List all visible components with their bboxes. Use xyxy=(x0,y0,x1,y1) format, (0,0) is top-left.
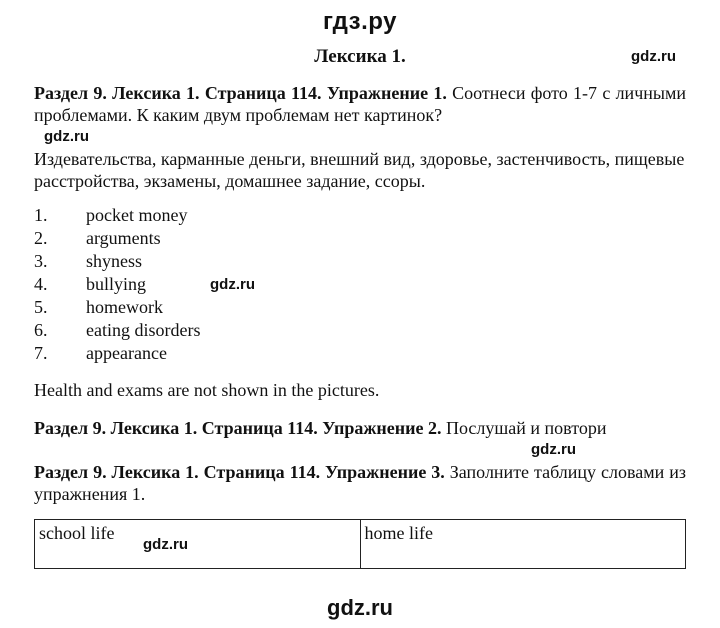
table-row xyxy=(35,520,686,569)
answer-number: 6. xyxy=(34,320,48,340)
exercise-1-conclusion: Health and exams are not shown in the pictures. xyxy=(34,380,380,400)
exercise-3 xyxy=(34,461,686,505)
exercise-3-ref: Раздел 9. Лексика 1. Страница 114. Упражнение 3. xyxy=(34,462,445,482)
answer-number: 3. xyxy=(34,251,48,271)
exercise-3-task: Заполните таблицу словами из упражнения 1. xyxy=(34,462,686,504)
exercise-2 xyxy=(34,417,686,439)
exercise-1 xyxy=(34,82,686,146)
answer-number: 4. xyxy=(34,274,48,294)
answer-list xyxy=(34,204,686,365)
answer-item xyxy=(34,319,686,342)
exercise-1-word-bank: Издевательства, карманные деньги, внешний вид, здоровье, застенчивость, пищевые расстройства, экзамены, домашнее задание, ссоры. xyxy=(34,149,685,191)
watermark-table: gdz.ru xyxy=(143,536,188,553)
answer-text: homework xyxy=(86,297,163,317)
answer-number: 5. xyxy=(34,297,48,317)
section-title: Лексика 1. xyxy=(314,46,406,67)
exercise-2-task: Послушай и повтори xyxy=(445,418,607,438)
answer-text: eating disorders xyxy=(86,320,201,340)
answer-number: 2. xyxy=(34,228,48,248)
answer-number: 1. xyxy=(34,205,48,225)
watermark-exercise-1: gdz.ru xyxy=(44,128,89,145)
exercise-2-ref: Раздел 9. Лексика 1. Страница 114. Упражнение 2. xyxy=(34,418,442,438)
table-cell-home-life xyxy=(360,520,686,569)
watermark-title: gdz.ru xyxy=(631,48,676,65)
exercise-1-task: Соотнеси фото 1-7 с личными проблемами. К каким двум проблемам нет картинок? xyxy=(34,83,686,125)
site-footer: gdz.ru xyxy=(327,595,393,620)
sort-table xyxy=(34,519,686,569)
answer-item xyxy=(34,342,686,365)
section-title-row xyxy=(34,42,686,72)
answer-text: shyness xyxy=(86,251,143,271)
answer-text: arguments xyxy=(86,228,161,248)
answer-item xyxy=(34,227,686,250)
answer-text: bullying xyxy=(86,274,147,294)
exercise-1-ref: Раздел 9. Лексика 1. Страница 114. Упражнение 1. xyxy=(34,83,447,103)
table-header-school-life: school life xyxy=(39,523,115,543)
site-header: гдз.ру xyxy=(323,8,397,35)
watermark-list: gdz.ru xyxy=(210,276,255,293)
answer-number: 7. xyxy=(34,343,48,363)
table-header-home-life: home life xyxy=(364,523,433,543)
answer-text: appearance xyxy=(86,343,167,363)
table-cell-school-life xyxy=(35,520,361,569)
answer-item xyxy=(34,296,686,319)
answer-item xyxy=(34,273,686,296)
answer-text: pocket money xyxy=(86,205,188,225)
answer-item xyxy=(34,250,686,273)
watermark-exercise-2: gdz.ru xyxy=(531,441,576,458)
answer-item xyxy=(34,204,686,227)
